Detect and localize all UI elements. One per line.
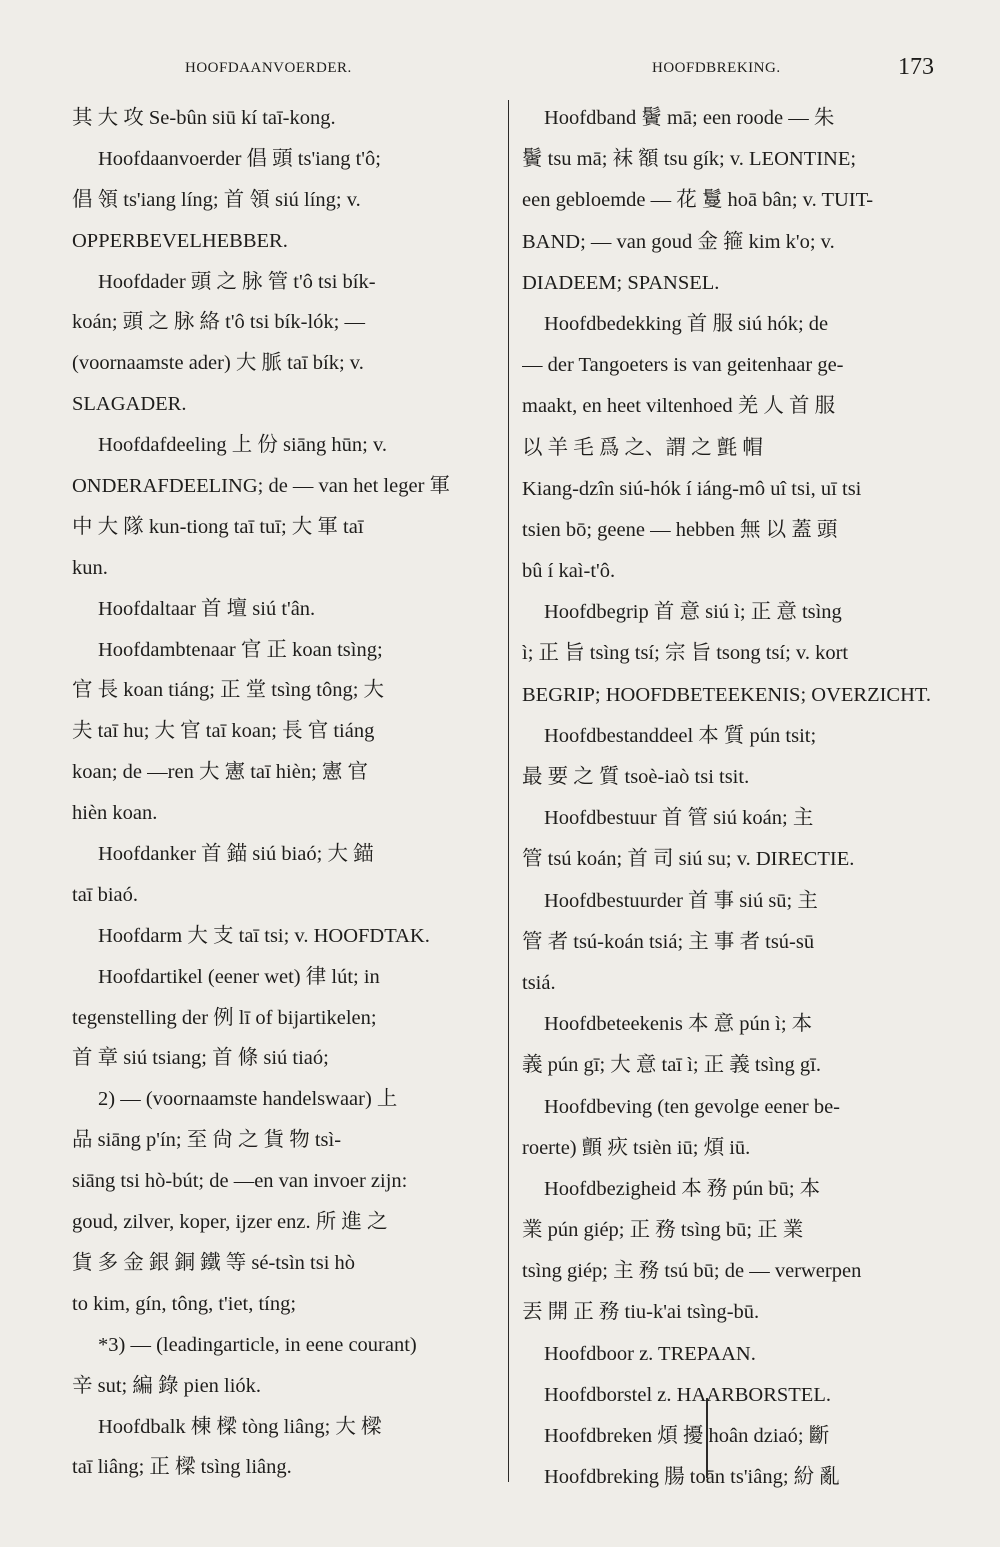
text-line: Hoofdbegrip 首 意 siú ì; 正 意 tsìng [544, 601, 842, 624]
text-line: *3) — (leadingarticle, in eene courant) [98, 1333, 417, 1356]
text-line: 倡 領 ts'iang líng; 首 領 siú líng; v. [72, 188, 361, 211]
running-head-left: HOOFDAANVOERDER. [185, 60, 352, 76]
text-line: 官 長 koan tiáng; 正 堂 tsìng tông; 大 [72, 679, 385, 702]
text-line: 中 大 隊 kun-tiong taī tuī; 大 軍 taī [72, 515, 364, 538]
column-divider [508, 100, 509, 1482]
text-line: Hoofdband 鬢 mā; een roode — 朱 [544, 107, 835, 129]
text-line: Hoofdader 頭 之 脉 管 t'ô tsi bík- [98, 270, 376, 293]
text-line: maakt, en heet viltenhoed 羌 人 首 服 [522, 395, 836, 418]
text-line: Hoofdbalk 棟 樑 tòng liâng; 大 樑 [98, 1415, 382, 1438]
text-line: Hoofdbreking 腸 toān ts'iâng; 紛 亂 [544, 1466, 840, 1489]
text-line: Hoofdbeteekenis 本 意 pún ì; 本 [544, 1013, 813, 1036]
text-line: taī liâng; 正 樑 tsìng liâng. [72, 1456, 292, 1479]
text-line: koán; 頭 之 脉 絡 t'ô tsi bík-lók; — [72, 311, 365, 334]
text-line: Hoofdaanvoerder 倡 頭 ts'iang t'ô; [98, 147, 381, 170]
text-line: 管 tsú koán; 首 司 siú su; v. DIRECTIE. [522, 848, 855, 871]
text-line: Hoofdbestuurder 首 事 siú sū; 主 [544, 889, 818, 912]
text-line: Hoofdbeving (ten gevolge eener be- [544, 1095, 840, 1118]
text-line: Hoofdafdeeling 上 份 siāng hūn; v. [98, 434, 388, 457]
text-line: siāng tsi hò-bút; de —en van invoer zijn: [72, 1170, 408, 1193]
text-line: — der Tangoeters is van geitenhaar ge- [522, 354, 844, 377]
right-column [522, 98, 940, 1498]
text-line: Hoofdbestuur 首 管 siú koán; 主 [544, 807, 814, 830]
text-line: 鬢 tsu mā; 袜 額 tsu gík; v. LEONTINE; [522, 148, 857, 171]
text-line: Hoofdartikel (eener wet) 律 lút; in [98, 965, 380, 988]
text-line: 丟 開 正 務 tiu-k'ai tsìng-bū. [522, 1301, 760, 1324]
text-line: DIADEEM; SPANSEL. [522, 271, 720, 294]
text-line: (voornaamste ader) 大 脈 taī bík; v. [72, 352, 364, 375]
text-line: 業 pún giép; 正 務 tsìng bū; 正 業 [522, 1219, 804, 1242]
text-line: tegenstelling der 例 lī of bijartikelen; [72, 1006, 377, 1029]
text-line: 品 siāng p'ín; 至 尙 之 貨 物 tsì- [72, 1129, 342, 1152]
text-line: 夫 taī hu; 大 官 taī koan; 長 官 tiáng [72, 720, 375, 743]
grouping-bracket [706, 1398, 718, 1478]
text-line: Hoofdarm 大 支 taī tsi; v. HOOFDTAK. [98, 924, 430, 947]
text-line: goud, zilver, koper, ijzer enz. 所 進 之 [72, 1211, 388, 1234]
text-line: 首 章 siú tsiang; 首 條 siú tiaó; [72, 1047, 329, 1070]
text-line: Hoofdborstel z. HAARBORSTEL. [544, 1383, 831, 1406]
text-line: hièn koan. [72, 802, 158, 825]
text-line: tsìng giép; 主 務 tsú bū; de — verwerpen [522, 1260, 862, 1283]
text-line: 管 者 tsú-koán tsiá; 主 事 者 tsú-sū [522, 930, 815, 953]
text-line: Hoofdbreken 煩 擾 hoân dziaó; 斷 [544, 1425, 830, 1447]
text-line: BAND; — van goud 金 箍 kim k'o; v. [522, 230, 835, 253]
text-line: kun. [72, 556, 108, 579]
text-line: Hoofdaltaar 首 壇 siú t'ân. [98, 597, 316, 620]
text-line: BEGRIP; HOOFDBETEEKENIS; OVERZICHT. [522, 683, 932, 706]
text-line: Hoofdbestanddeel 本 質 pún tsit; [544, 724, 817, 747]
text-line: Kiang-dzîn siú-hók í iáng-mô uî tsi, uī tsi [522, 477, 862, 500]
text-line: 辛 sut; 編 錄 pien liók. [72, 1374, 262, 1397]
text-line: Hoofdbedekking 首 服 siú hók; de [544, 312, 829, 335]
text-line: ì; 正 旨 tsìng tsí; 宗 旨 tsong tsí; v. kort [522, 642, 849, 665]
text-line: 最 要 之 質 tsoè-iaò tsi tsit. [522, 766, 750, 788]
running-head-right: HOOFDBREKING. [652, 60, 781, 76]
text-line: tsiá. [522, 971, 556, 994]
text-line: Hoofdanker 首 錨 siú biaó; 大 錨 [98, 843, 374, 866]
left-column [72, 98, 497, 1488]
text-line: to kim, gín, tông, t'iet, tíng; [72, 1292, 297, 1315]
text-line: koan; de —ren 大 憲 taī hièn; 憲 官 [72, 761, 369, 784]
text-line: 2) — (voornaamste handelswaar) 上 [98, 1088, 398, 1111]
text-line: roerte) 顫 疢 tsièn iū; 煩 iū. [522, 1136, 751, 1159]
text-line: bû í kaì-t'ô. [522, 560, 616, 583]
text-line: 其 大 攻 Se-bûn siū kí taī-kong. [72, 107, 336, 129]
text-line: SLAGADER. [72, 393, 187, 416]
text-line: ONDERAFDEELING; de — van het leger 軍 [72, 475, 451, 498]
page-number: 173 [898, 54, 934, 80]
text-line: 義 pún gī; 大 意 taī ì; 正 義 tsìng gī. [522, 1054, 821, 1077]
text-line: 以 羊 毛 爲 之、謂 之 氈 帽 [522, 436, 763, 459]
text-line: OPPERBEVELHEBBER. [72, 229, 288, 252]
text-line: Hoofdambtenaar 官 正 koan tsìng; [98, 638, 383, 661]
text-line: Hoofdboor z. TREPAAN. [544, 1342, 756, 1365]
text-line: een gebloemde — 花 鬘 hoā bân; v. TUIT- [522, 189, 874, 212]
text-line: Hoofdbezigheid 本 務 pún bū; 本 [544, 1177, 821, 1200]
text-line: taī biaó. [72, 883, 139, 906]
text-line: tsien bō; geene — hebben 無 以 蓋 頭 [522, 518, 838, 541]
text-line: 貨 多 金 銀 銅 鐵 等 sé-tsìn tsi hò [72, 1251, 356, 1274]
